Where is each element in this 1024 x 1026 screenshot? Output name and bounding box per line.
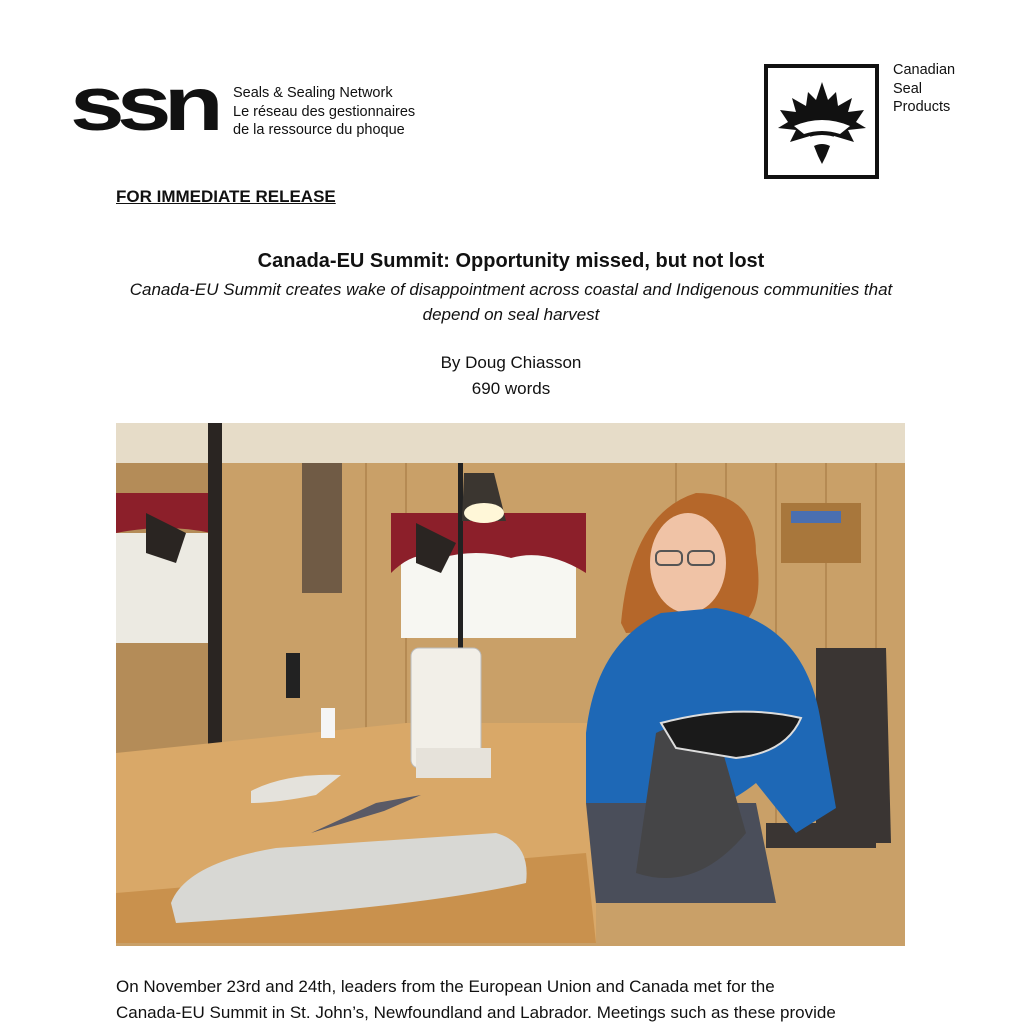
body-line-2: Canada-EU Summit in St. John’s, Newfoundland and Labrador. Meetings such as these provide (116, 1003, 836, 1022)
article-title: Canada-EU Summit: Opportunity missed, but not lost (257, 250, 765, 272)
csp-organization-name (893, 61, 955, 117)
article-word-count: 690 words (471, 379, 551, 398)
ssn-name-fr-1: Le réseau des gestionnaires (233, 103, 416, 120)
body-line-1: On November 23rd and 24th, leaders from the European Union and Canada met for the (116, 977, 775, 996)
csp-name-line-1: Canadian (893, 62, 956, 78)
woman-sewing-sealskin-illustration (116, 423, 905, 946)
release-label: FOR IMMEDIATE RELEASE (116, 187, 336, 206)
ssn-name-en: Seals & Sealing Network (233, 85, 393, 101)
ssn-organization-name (233, 84, 415, 140)
article-subtitle: Canada-EU Summit creates wake of disappointment across coastal and Indigenous communities that depend on seal harvest (129, 280, 893, 324)
article-author: By Doug Chiasson (440, 353, 582, 372)
ssn-name-fr-2: de la ressource du phoque (233, 122, 405, 138)
article-photo (116, 423, 905, 946)
article-body (116, 974, 906, 1026)
csp-logo (764, 64, 879, 179)
maple-leaf-icon (768, 68, 875, 175)
article-byline-block (116, 350, 906, 402)
ssn-logo-wordmark: ssn (70, 72, 219, 138)
csp-name-line-3: Products (893, 99, 951, 115)
ssn-logo (70, 72, 220, 138)
csp-name-line-2: Seal (893, 80, 923, 97)
